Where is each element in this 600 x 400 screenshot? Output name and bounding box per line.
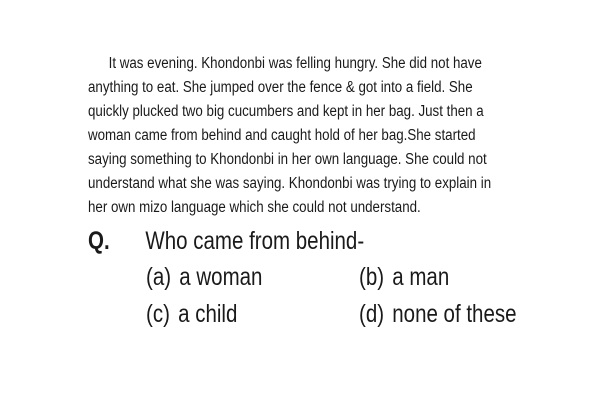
option-text: a child	[178, 300, 238, 328]
option-a[interactable]	[146, 262, 262, 292]
option-text: a man	[392, 263, 450, 291]
passage-line: saying something to Khondonbi in her own language. She could not	[88, 151, 487, 168]
question-text: Who came from behind-	[145, 227, 365, 255]
option-text: none of these	[392, 300, 517, 328]
option-letter: (d)	[359, 300, 385, 328]
passage-line: understand what she was saying. Khondonbi was trying to explain in	[88, 175, 492, 192]
option-letter: (a)	[146, 263, 172, 291]
passage-line: anything to eat. She jumped over the fence & got into a field. She	[88, 79, 473, 96]
option-letter: (c)	[146, 300, 170, 328]
option-d[interactable]	[359, 299, 517, 329]
reading-passage	[88, 52, 528, 220]
option-c[interactable]	[146, 299, 237, 329]
question-label: Q.	[88, 227, 110, 255]
option-letter: (b)	[359, 263, 385, 291]
option-text: a woman	[179, 263, 263, 291]
passage-line: her own mizo language which she could not understand.	[88, 199, 421, 216]
passage-line: quickly plucked two big cucumbers and kept in her bag. Just then a	[88, 103, 484, 120]
passage-line: woman came from behind and caught hold of her bag.She started	[88, 127, 476, 144]
passage-line: It was evening. Khondonbi was felling hungry. She did not have	[108, 55, 482, 72]
option-b[interactable]	[359, 262, 449, 292]
